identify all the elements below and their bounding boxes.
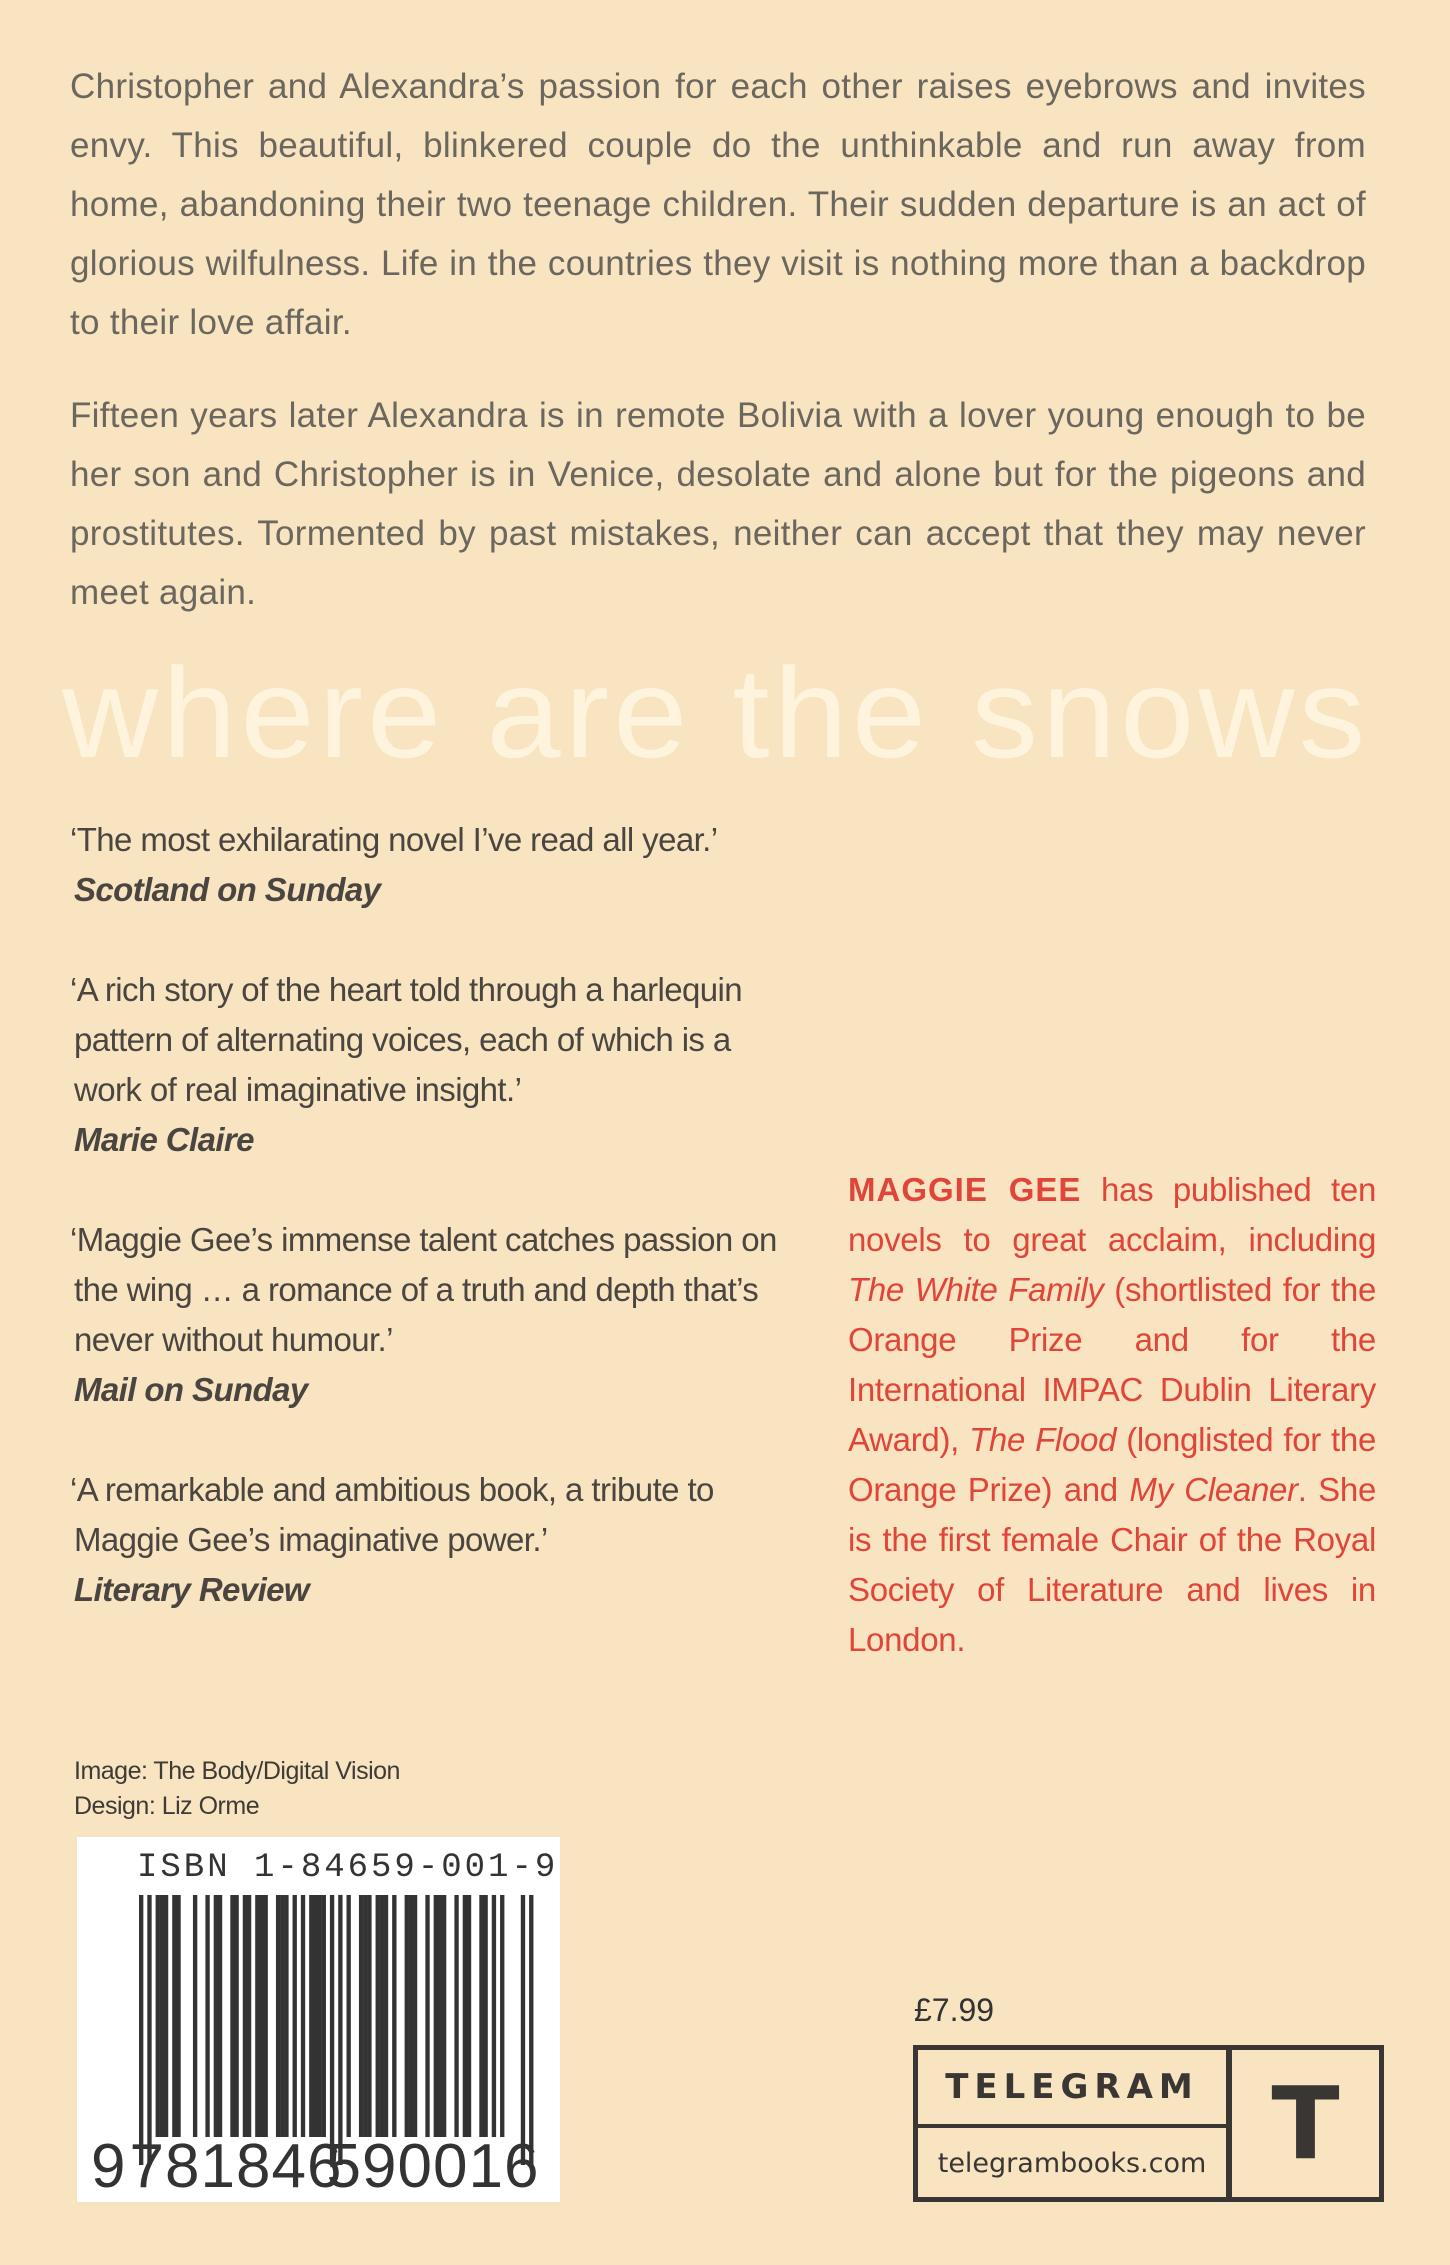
barcode-bar bbox=[243, 1895, 247, 2137]
barcode-bar bbox=[413, 1895, 417, 2137]
author-bio bbox=[848, 1165, 1376, 1665]
publisher-url: telegrambooks.com bbox=[937, 2147, 1207, 2179]
barcode-bar bbox=[322, 1895, 326, 2137]
quote-text: ‘A rich story of the heart told through a harlequin pattern of alternating voices, each of which is a work of real imaginative insight.’ bbox=[70, 971, 742, 1108]
barcode-bar bbox=[309, 1895, 313, 2137]
barcode-bar bbox=[392, 1895, 396, 2137]
book-name: The White Family bbox=[848, 1271, 1104, 1308]
barcode-bar bbox=[293, 1895, 297, 2137]
blurb-paragraph-1: Christopher and Alexandra’s passion for each other raises eyebrows and invites envy. This beautiful, blinkered couple do the unthinkable and run away from home, abandoning their two teenage children. Their sudden departure is an act of glorious wilfulness. Life in the countries they visit is nothing more than a backdrop to their love affair. bbox=[70, 67, 1366, 342]
ean-first-digit: 9 bbox=[91, 2132, 126, 2201]
barcode-bar bbox=[438, 1895, 442, 2137]
barcode-bar bbox=[139, 1895, 143, 2165]
barcode-bar bbox=[376, 1895, 380, 2137]
barcode-bar bbox=[380, 1895, 384, 2137]
bio-text: (longlisted for the Orange Prize) and bbox=[848, 1421, 1377, 1508]
book-title: where are the snows bbox=[62, 642, 1370, 785]
credits bbox=[74, 1754, 400, 1824]
barcode-bar bbox=[264, 1895, 268, 2137]
barcode-bar bbox=[218, 1895, 222, 2137]
blurb-paragraph-2: Fifteen years later Alexandra is in remote Bolivia with a lover young enough to be her son and Christopher is in Venice, desolate and alone but for the pigeons and prostitutes. Tormented by past mistakes, neither can accept that they may never meet again. bbox=[70, 396, 1366, 612]
author-name: MAGGIE GEE bbox=[848, 1171, 1082, 1208]
review-quote bbox=[70, 815, 790, 915]
review-quote bbox=[70, 1215, 790, 1415]
barcode-bar bbox=[164, 1895, 168, 2137]
barcode-bar bbox=[425, 1895, 429, 2137]
bio-text: has published ten novels to great acclaim, including bbox=[848, 1171, 1376, 1258]
book-name: My Cleaner bbox=[1129, 1471, 1298, 1508]
barcode bbox=[77, 1837, 560, 2202]
barcode-bar bbox=[347, 1895, 351, 2137]
barcode-bar bbox=[147, 1895, 151, 2165]
barcode-bar bbox=[214, 1895, 218, 2137]
barcode-bar bbox=[176, 1895, 180, 2137]
barcode-bar bbox=[479, 1895, 483, 2137]
barcode-bar bbox=[205, 1895, 209, 2137]
quote-source: Scotland on Sunday bbox=[74, 871, 381, 908]
barcode-bar bbox=[301, 1895, 305, 2137]
barcode-bar bbox=[454, 1895, 458, 2137]
barcode-bar bbox=[409, 1895, 413, 2137]
barcode-bar bbox=[500, 1895, 504, 2137]
barcode-bar bbox=[492, 1895, 496, 2137]
ean-right-digits: 590016 bbox=[326, 2132, 540, 2201]
barcode-bar bbox=[467, 1895, 471, 2137]
bio-text: (shortlisted for the Orange Prize and for the International IMPAC Dublin Literary Award), bbox=[848, 1271, 1377, 1458]
barcode-bar bbox=[172, 1895, 176, 2137]
barcode-bar bbox=[280, 1895, 284, 2137]
barcode-bar bbox=[529, 1895, 533, 2165]
ean-left-digits: 781846 bbox=[129, 2132, 343, 2201]
review-quote bbox=[70, 1465, 790, 1615]
barcode-bar bbox=[330, 1895, 334, 2165]
price: £7.99 bbox=[914, 1992, 995, 2028]
book-name: The Flood bbox=[969, 1421, 1117, 1458]
quote-text: ‘Maggie Gee’s immense talent catches passion on the wing … a romance of a truth and depth that’s never without humour.’ bbox=[70, 1221, 777, 1358]
publisher-name: TELEGRAM bbox=[918, 2050, 1226, 2128]
quote-source: Mail on Sunday bbox=[74, 1371, 308, 1408]
bio-text: . She is the first female Chair of the Royal Society of Literature and lives in London. bbox=[848, 1471, 1376, 1658]
barcode-bar bbox=[259, 1895, 263, 2137]
barcode-bar bbox=[405, 1895, 409, 2137]
barcode-bar bbox=[483, 1895, 487, 2137]
barcode-bar bbox=[384, 1895, 388, 2137]
barcode-graphic bbox=[77, 1837, 560, 2202]
barcode-bar bbox=[193, 1895, 197, 2137]
barcode-bar bbox=[247, 1895, 251, 2137]
barcode-bar bbox=[276, 1895, 280, 2137]
publisher-logo bbox=[913, 2045, 1384, 2202]
quote-source: Marie Claire bbox=[74, 1121, 254, 1158]
barcode-bar bbox=[363, 1895, 367, 2137]
quote-text: ‘A remarkable and ambitious book, a tribute to Maggie Gee’s imaginative power.’ bbox=[70, 1471, 714, 1558]
barcode-bar bbox=[255, 1895, 259, 2137]
barcode-bar bbox=[156, 1895, 160, 2137]
design-credit: Design: Liz Orme bbox=[74, 1792, 260, 1820]
barcode-bar bbox=[359, 1895, 363, 2137]
quote-text: ‘The most exhilarating novel I’ve read all year.’ bbox=[70, 821, 718, 858]
barcode-bar bbox=[284, 1895, 288, 2137]
barcode-bar bbox=[338, 1895, 342, 2165]
barcode-bar bbox=[463, 1895, 467, 2137]
review-quote bbox=[70, 965, 790, 1165]
barcode-bar bbox=[160, 1895, 164, 2137]
barcode-bar bbox=[521, 1895, 525, 2165]
quote-source: Literary Review bbox=[74, 1571, 309, 1608]
barcode-bar bbox=[367, 1895, 371, 2137]
barcode-bar bbox=[234, 1895, 238, 2137]
barcode-bar bbox=[442, 1895, 446, 2137]
isbn-label: ISBN 1-84659-001-9 bbox=[137, 1849, 559, 1887]
barcode-bar bbox=[317, 1895, 321, 2137]
barcode-bar bbox=[230, 1895, 234, 2137]
review-quotes bbox=[70, 815, 790, 1665]
barcode-bar bbox=[434, 1895, 438, 2137]
image-credit: Image: The Body/Digital Vision bbox=[74, 1757, 400, 1785]
barcode-bar bbox=[313, 1895, 317, 2137]
publisher-mark: T bbox=[1271, 2065, 1340, 2182]
